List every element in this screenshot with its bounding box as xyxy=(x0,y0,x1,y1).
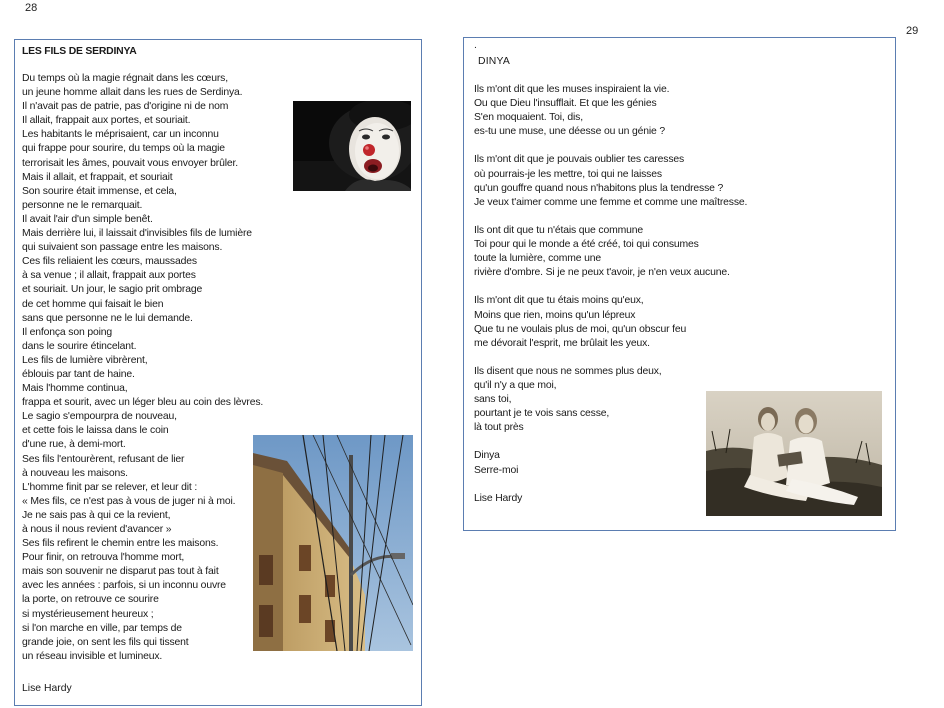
left-poem-line: Ces fils reliaient les cœurs, maussades xyxy=(22,256,197,268)
left-poem-line: Les fils de lumière vibrèrent, xyxy=(22,354,148,366)
left-poem-line: Il allait, frappait aux portes, et souriait. xyxy=(22,115,191,127)
left-poem-line: personne ne le remarquait. xyxy=(22,199,143,211)
left-poem-body xyxy=(22,72,263,664)
right-poem-line: pourtant je te vois sans cesse, xyxy=(474,408,610,420)
left-poem-line: Du temps où la magie régnait dans les cœurs, xyxy=(22,73,228,84)
left-poem-line: Son sourire était immense, et cela, xyxy=(22,185,177,197)
left-poem-line: qui frappe pour sourire, du temps où la magie xyxy=(22,143,225,155)
left-poem-line: Les habitants le méprisaient, car un inconnu xyxy=(22,129,219,141)
right-poem-line: qu'il n'y a que moi, xyxy=(474,379,557,391)
left-poem-line: Je ne sais pas à qui ce la revient, xyxy=(22,509,171,521)
left-poem-line: d'une rue, à demi-mort. xyxy=(22,439,126,451)
left-poem-line: terrorisait les âmes, pouvait vous envoyer brûler. xyxy=(22,157,238,169)
left-poem-line: sans que personne ne le lui demande. xyxy=(22,312,193,324)
left-poem-line: grande joie, on sent les fils qui tissent xyxy=(22,636,189,648)
left-poem-line: éblouis par tant de haine. xyxy=(22,368,135,380)
left-poem-line: si mystérieusement heureux ; xyxy=(22,608,154,620)
left-poem-line: à nouveau les maisons. xyxy=(22,467,128,479)
left-poem-line: et cette fois le laissa dans le coin xyxy=(22,425,169,437)
right-poem-line: S'en moquaient. Toi, dis, xyxy=(474,112,583,124)
left-poem-line: frappa et sourit, avec un léger bleu au coin des lèvres. xyxy=(22,397,264,409)
left-poem-line: un jeune homme allait dans les rues de Serdinya. xyxy=(22,87,243,99)
stanza-gap xyxy=(474,280,747,294)
left-poem-line: si l'on marche en ville, par temps de xyxy=(22,622,182,634)
left-poem-line: Pour finir, on retrouva l'homme mort, xyxy=(22,552,185,564)
right-poem-line: rivière d'ombre. Si je ne peux t'avoir, je n'en veux aucune. xyxy=(474,267,730,279)
left-poem-line: à nous il nous revient d'avancer » xyxy=(22,524,172,535)
right-poem-line: où pourrais-je les mettre, toi qui ne laisses xyxy=(474,168,662,180)
stanza-gap xyxy=(474,351,747,365)
left-poem-line: et souriait. Un jour, le sagio prit ombrage xyxy=(22,284,203,296)
right-poem-line: Ou que Dieu l'insufflait. Et que les génies xyxy=(474,98,657,110)
right-poem-title: DINYA xyxy=(478,56,510,67)
right-poem-line: Ils m'ont dit que les muses inspiraient la vie. xyxy=(474,84,670,95)
left-poem-line: Il enfonça son poing xyxy=(22,326,113,338)
right-poem-line: Je veux t'aimer comme une femme et comme une maîtresse. xyxy=(474,196,748,208)
right-poem-line: toute la lumière, comme une xyxy=(474,253,602,265)
street-photo xyxy=(253,435,413,651)
left-poem-line: Il n'avait pas de patrie, pas d'origine ni de nom xyxy=(22,101,229,113)
left-poem-line: Il avait l'air d'un simple benêt. xyxy=(22,213,153,225)
left-poem-line: Ses fils refirent le chemin entre les maisons. xyxy=(22,538,219,550)
page-number-right: 29 xyxy=(906,25,919,37)
right-poem-line: là tout près xyxy=(474,422,524,434)
left-poem-line: avec les années : parfois, si un inconnu ouvre xyxy=(22,580,226,592)
page-number-left: 28 xyxy=(25,2,38,14)
right-poem-line: sans toi, xyxy=(474,394,512,406)
right-poem-line: Toi pour qui le monde a été créé, toi qui consumes xyxy=(474,239,699,251)
right-poem-line: Ils m'ont dit que je pouvais oublier tes caresses xyxy=(474,154,685,166)
left-poem-line: L'homme finit par se relever, et leur dit : xyxy=(22,481,198,493)
right-poem-line: Ils m'ont dit que tu étais moins qu'eux, xyxy=(474,295,644,307)
stanza-gap xyxy=(474,210,747,224)
right-poem-line: es-tu une muse, une déesse ou un génie ? xyxy=(474,126,665,138)
left-poem-line: à sa venue ; il allait, frappait aux portes xyxy=(22,270,196,282)
left-poem-line: Mais l'homme continua, xyxy=(22,383,128,395)
left-poem-author: Lise Hardy xyxy=(22,683,72,694)
right-poem-line: Ils disent que nous ne sommes plus deux, xyxy=(474,365,662,377)
right-page-dot: . xyxy=(474,40,477,51)
clown-photo xyxy=(293,101,411,191)
right-poem-line: Ils ont dit que tu n'étais que commune xyxy=(474,224,643,236)
left-poem-line: « Mes fils, ce n'est pas à vous de juger ni à moi. xyxy=(22,495,236,507)
left-poem-line: Mais derrière lui, il laissait d'invisibles fils de lumière xyxy=(22,228,252,240)
left-poem-line: la porte, on retrouve ce sourire xyxy=(22,594,159,606)
stanza-gap xyxy=(474,139,747,153)
left-poem-line: mais son souvenir ne disparut pas tout à fait xyxy=(22,566,219,578)
right-poem-line: Moins que rien, moins qu'un lépreux xyxy=(474,309,636,321)
right-poem-line: qu'un gouffre quand nous n'habitons plus la tendresse ? xyxy=(474,182,724,194)
left-poem-line: dans le sourire étincelant. xyxy=(22,340,137,352)
left-poem-line: un réseau invisible et lumineux. xyxy=(22,650,163,662)
right-poem-line: Dinya xyxy=(474,450,500,462)
left-poem-line: qui suivaient son passage entre les maisons. xyxy=(22,242,223,254)
left-poem-line: Le sagio s'empourpra de nouveau, xyxy=(22,411,177,423)
right-poem-line: Que tu ne voulais plus de moi, qu'un obscur feu xyxy=(474,323,687,335)
left-poem-title: LES FILS DE SERDINYA xyxy=(22,46,137,57)
right-poem-line: me dévorait l'esprit, me brûlait les yeux. xyxy=(474,337,650,349)
two-women-photo xyxy=(706,391,882,516)
right-poem-line: Serre-moi xyxy=(474,464,519,476)
left-poem-line: de cet homme qui faisait le bien xyxy=(22,298,164,310)
left-poem-line: Mais il allait, et frappait, et souriait xyxy=(22,171,173,183)
right-poem-line: Lise Hardy xyxy=(474,492,523,504)
left-poem-line: Ses fils l'entourèrent, refusant de lier xyxy=(22,453,185,465)
